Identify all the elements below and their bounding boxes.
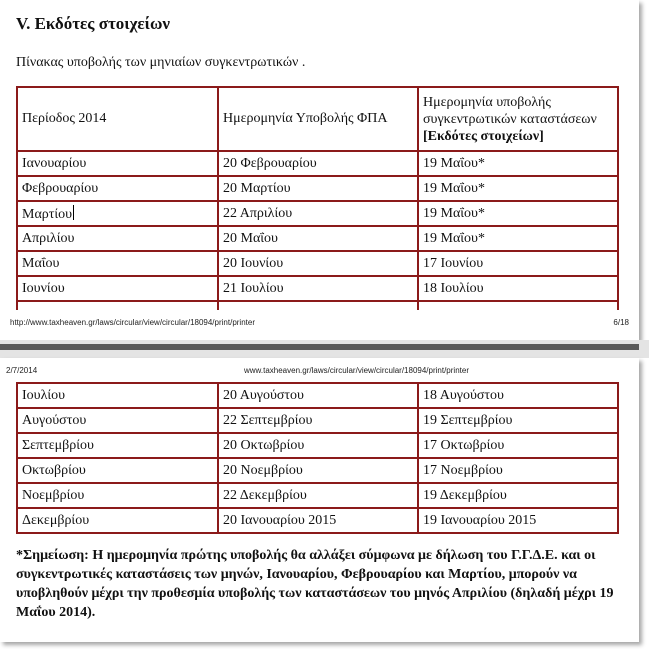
cell-month: Απριλίου <box>17 226 218 251</box>
cell-month: Μαΐου <box>17 251 218 276</box>
cell-vat: 20 Νοεμβρίου <box>218 458 418 483</box>
header-period: Περίοδος 2014 <box>17 87 218 151</box>
cell-month: Νοεμβρίου <box>17 483 218 508</box>
cell-month: Ιουλίου <box>17 383 218 408</box>
cell-statements: 19 Μαΐου* <box>418 201 618 226</box>
deadlines-table-part1 <box>16 86 619 310</box>
cell-vat: 22 Απριλίου <box>218 201 418 226</box>
header-statements-date <box>418 87 618 151</box>
print-footer-page-number: 6/18 <box>613 318 629 327</box>
cell-vat: 20 Ιανουαρίου 2015 <box>218 508 418 533</box>
cell-month: Δεκεμβρίου <box>17 508 218 533</box>
cell-month: Σεπτεμβρίου <box>17 433 218 458</box>
cell-statements: 18 Ιουλίου <box>418 276 618 301</box>
cell-statements: 18 Αυγούστου <box>418 383 618 408</box>
section-title: V. Εκδότες στοιχείων <box>16 14 170 33</box>
table-row <box>17 383 618 408</box>
table-row <box>17 226 618 251</box>
footnote: *Σημείωση: Η ημερομηνία πρώτης υποβολής θα αλλάξει σύμφωνα με δήλωση του Γ.Γ.Δ.Ε. και οι συγκεντρωτικές καταστάσεις των μηνών, Ιανουαρίου, Φεβρουαρίου και Μαρτίου, μπορούν να υποβληθούν μέχρι την προθεσμία υποβολής των καταστάσεων του μηνός Απριλίου (δηλαδή μέχρι 19 Μαΐου 2014). <box>16 548 614 620</box>
page-separator <box>0 344 639 350</box>
table-row <box>17 408 618 433</box>
deadlines-table-part2 <box>16 382 619 534</box>
cell-statements: 19 Ιανουαρίου 2015 <box>418 508 618 533</box>
cell-vat: 22 Σεπτεμβρίου <box>218 408 418 433</box>
cell-vat: 20 Μαΐου <box>218 226 418 251</box>
cell-statements: 19 Δεκεμβρίου <box>418 483 618 508</box>
cell-vat: 20 Μαρτίου <box>218 176 418 201</box>
header-statements-line2: συγκεντρωτικών καταστάσεων <box>423 111 597 127</box>
header-vat-date: Ημερομηνία Υποβολής ΦΠΑ <box>218 87 418 151</box>
cell-statements: 19 Μαΐου* <box>418 176 618 201</box>
print-header-date: 2/7/2014 <box>6 366 38 375</box>
cell-statements: 17 Νοεμβρίου <box>418 458 618 483</box>
table-row <box>17 151 618 176</box>
cell-vat: 20 Ιουνίου <box>218 251 418 276</box>
print-header-url: www.taxheaven.gr/laws/circular/view/circular/18094/print/printer <box>244 366 469 375</box>
header-statements-line3: [Εκδότες στοιχείων] <box>423 128 544 144</box>
cell-vat: 20 Αυγούστου <box>218 383 418 408</box>
cell-vat: 20 Φεβρουαρίου <box>218 151 418 176</box>
cell-month: Αυγούστου <box>17 408 218 433</box>
cell-month: Ιουνίου <box>17 276 218 301</box>
table-header-row <box>17 87 618 151</box>
document-page-2 <box>0 358 639 642</box>
table-row <box>17 508 618 533</box>
cell-statements: 19 Μαΐου* <box>418 151 618 176</box>
cell-month: Ιανουαρίου <box>17 151 218 176</box>
cell-vat: 21 Ιουλίου <box>218 276 418 301</box>
text-cursor <box>73 205 74 220</box>
page-break <box>0 340 649 358</box>
cell-vat: 22 Δεκεμβρίου <box>218 483 418 508</box>
table-row <box>17 201 618 226</box>
table-row <box>17 458 618 483</box>
cell-vat: 20 Οκτωβρίου <box>218 433 418 458</box>
cell-statements: 19 Μαΐου* <box>418 226 618 251</box>
cell-month: Οκτωβρίου <box>17 458 218 483</box>
table-row <box>17 176 618 201</box>
table-row <box>17 276 618 301</box>
cell-month: Μαρτίου <box>22 206 73 222</box>
table-row <box>17 251 618 276</box>
header-statements-line1: Ημερομηνία υποβολής <box>423 94 551 110</box>
cell-month: Φεβρουαρίου <box>17 176 218 201</box>
table-row-continuation <box>17 301 618 310</box>
cell-statements: 17 Οκτωβρίου <box>418 433 618 458</box>
print-footer-url: http://www.taxheaven.gr/laws/circular/view/circular/18094/print/printer <box>10 318 255 327</box>
table-caption: Πίνακας υποβολής των μηνιαίων συγκεντρωτικών . <box>16 55 306 70</box>
table-row <box>17 483 618 508</box>
cell-month-editing[interactable] <box>17 201 218 226</box>
cell-statements: 17 Ιουνίου <box>418 251 618 276</box>
table-row <box>17 433 618 458</box>
cell-statements: 19 Σεπτεμβρίου <box>418 408 618 433</box>
